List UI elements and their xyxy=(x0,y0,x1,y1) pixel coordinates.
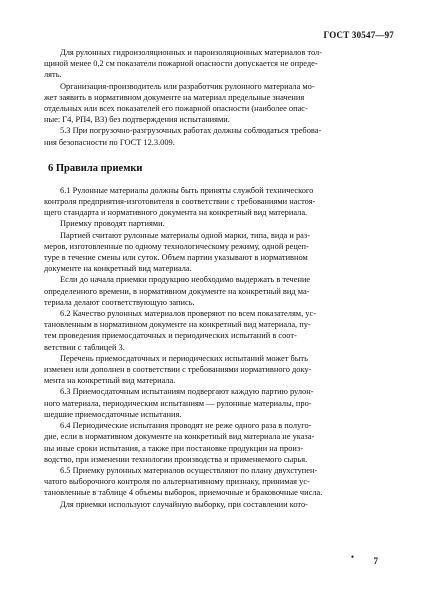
text-line: шедшие приемосдаточные испытания. xyxy=(44,409,182,419)
bottom-text-block xyxy=(44,185,399,510)
text-line: 6.3 Приемосдаточным испытаниям подвергают каждую партию рулон- xyxy=(60,387,314,397)
text-line: Организация-производитель или разработчик рулонного материала мо- xyxy=(60,81,315,91)
footer-mark: • xyxy=(350,552,354,562)
text-line: водство, при изменении технологии производства и применяемого сырья. xyxy=(44,454,308,464)
text-line: ны иные сроки испытания, а также при постановке продукции на произ- xyxy=(44,443,303,453)
text-line: тановленным в нормативном документе на конкретный вид материала, пу- xyxy=(44,320,311,330)
top-text-block xyxy=(44,47,399,148)
text-line: изменен или дополнен в соответствии с требованиями нормативного доку- xyxy=(44,365,312,375)
text-line: 6.1 Рулонные материалы должны быть приняты службой технического xyxy=(60,185,314,195)
text-line: ветствии с таблицей 3. xyxy=(44,342,125,352)
text-line: 6.4 Периодические испытания проводят не реже одного раза в полуго- xyxy=(60,421,312,431)
text-line: Приемку проводят партиями. xyxy=(60,219,165,229)
text-line: дие, если в нормативном документе на конкретный вид материала не указа- xyxy=(44,432,315,442)
text-line: ные: Г4, РП4, В3) без подтверждения испытаниями. xyxy=(44,115,230,125)
text-line: Для рулонных гидроизоляционных и пароизоляционных материалов тол- xyxy=(60,48,323,57)
text-line: тановленные в таблице 4 объемы выборок, приемочные и браковочные числа. xyxy=(44,488,323,498)
text-line: определенного времени, в нормативном документе на конкретный вид ма- xyxy=(44,286,310,296)
text-line: отдельных или всех показателей его пожарной опасности (наиболее опас- xyxy=(44,104,308,114)
document-body xyxy=(44,47,399,510)
text-line: 6.2 Качество рулонных материалов проверяют по всем показателям, ус- xyxy=(60,309,316,319)
text-line: чатого выборочного контроля по альтернативному признаку, принимая ус- xyxy=(44,477,310,487)
text-line: териала делают соответствующую запись. xyxy=(44,297,195,307)
text-line: контроля предприятия-изготовителя в соответствии с требованиями настоя- xyxy=(44,197,316,207)
text-line: ного материала, периодическим испытаниям — рулонные материалы, про- xyxy=(44,398,312,408)
text-line: Если до начала приемки продукцию необходимо выдержать в течение xyxy=(60,275,311,285)
section-title: 6 Правила приемки xyxy=(48,162,143,174)
text-line: ния безопасности по ГОСТ 12.3.009. xyxy=(44,137,175,147)
text-line: меров, изготовленные по одному технологическому режиму, одной рецеп- xyxy=(44,241,309,251)
text-line: лять. xyxy=(44,70,62,80)
text-line: тем проведения приемосдаточных и периодических испытаний в соот- xyxy=(44,331,297,341)
text-line: жет заявить в нормативном документе на материал предельные значения xyxy=(44,92,305,102)
text-line: туре в течение смены или суток. Объем партии указывают в нормативном xyxy=(44,253,308,263)
standard-header: ГОСТ 30547—97 xyxy=(323,30,394,40)
text-line: щиной менее 0,2 см показатели пожарной опасности допускается не опреде- xyxy=(44,59,318,69)
text-line: щего стандарта и нормативного документа на конкретный вид материала. xyxy=(44,208,308,218)
text-line: мента на конкретный вид материала. xyxy=(44,376,176,386)
text-line: 6.5 Приемку рулонных материалов осуществляют по плану двухступен- xyxy=(60,465,318,475)
text-line: Партией считают рулонные материалы одной марки, типа, вида и раз- xyxy=(60,230,310,240)
text-line: документе на конкретный вид материала. xyxy=(44,264,192,274)
text-line: 5.3 При погрузочно-разгрузочных работах должны соблюдаться требова- xyxy=(60,126,322,136)
text-line: Для приемки используют случайную выборку, при составлении кото- xyxy=(60,499,308,509)
text-line: Перечень приемосдаточных и периодических испытаний может быть xyxy=(60,353,308,363)
page-number: 7 xyxy=(373,556,378,566)
